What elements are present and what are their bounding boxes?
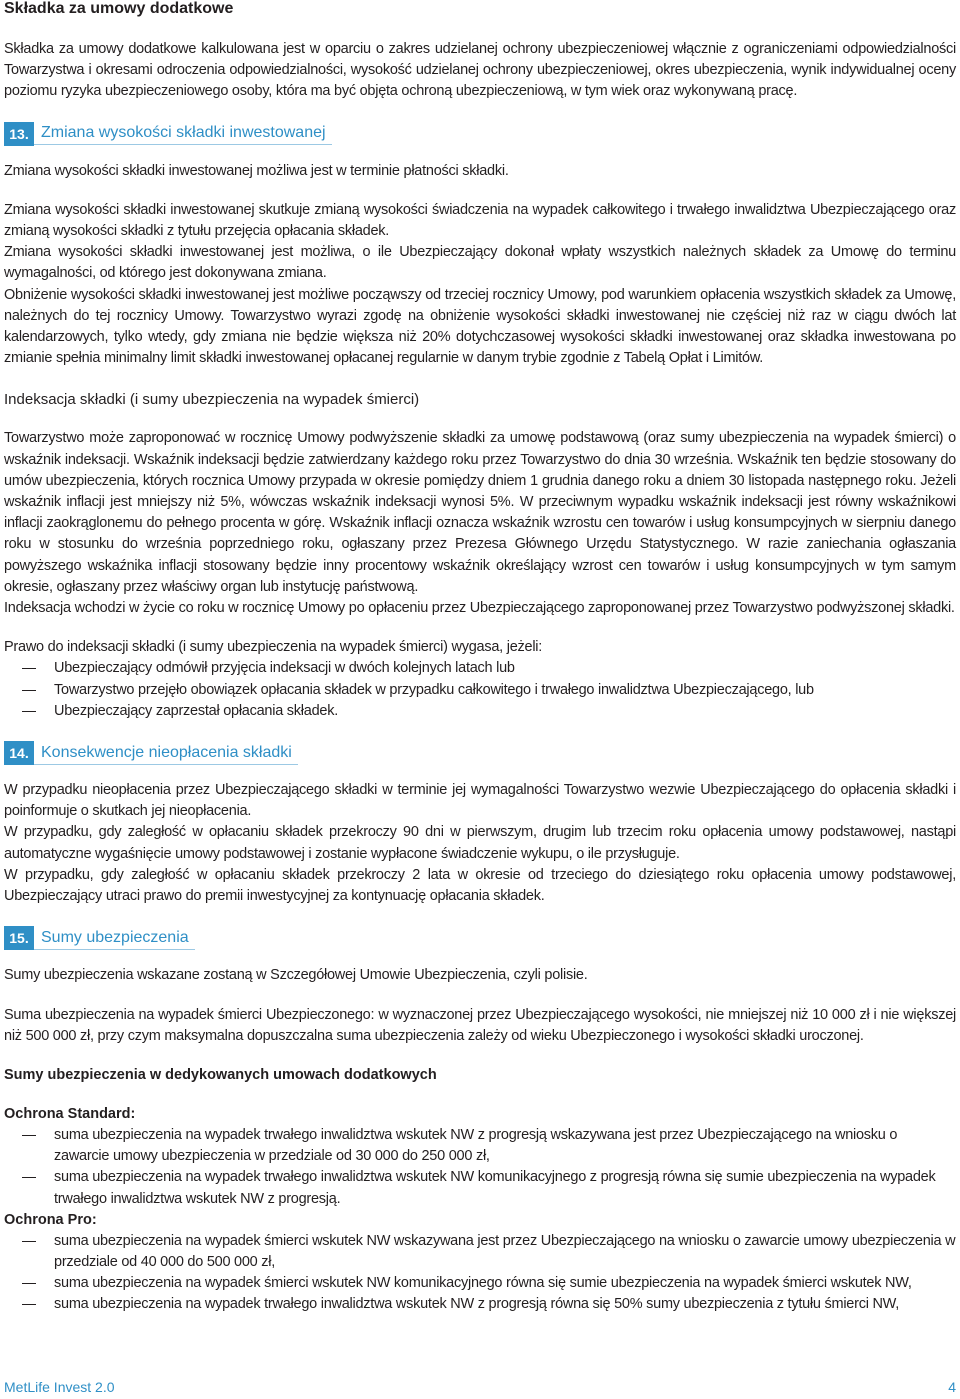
dash-icon [22,1135,36,1136]
s15-paragraph-1: Sumy ubezpieczenia wskazane zostaną w Szczegółowej Umowie Ubezpieczenia, czyli polisie. [4,967,588,984]
indexation-title: Indeksacja składki (i sumy ubezpieczenia na wypadek śmierci) [4,391,420,409]
s13-paragraph-2: Zmiana wysokości składki inwestowanej skutkuje zmianą wysokości świadczenia na wypadek całkowitego i trwałego inwalidztwa Ubezpieczającego oraz zmianą wysokości składki z tytułu przejęcia opłacania składek. [4,201,956,240]
standard-label: Ochrona Standard: [4,1105,136,1122]
dash-icon [22,668,36,669]
page-footer [4,1374,956,1399]
list-item: suma ubezpieczenia na wypadek śmierci wskutek NW komunikacyjnego równa się sumie ubezpieczenia na wypadek śmierci wskutek NW, [4,1273,956,1294]
indexation-paragraph-2: Indeksacja wchodzi w życie co roku w rocznicę Umowy po opłaceniu przez Ubezpieczającego zaproponowanej przez Towarzystwo podwyższonej składki. [4,600,955,617]
dash-icon [22,1241,36,1242]
document-page [4,0,956,1316]
section-number: 14. [4,741,34,765]
s14-paragraph-3: W przypadku, gdy zaległość w opłacaniu składek przekroczy 2 lata w okresie od trzeciego do dziesiątego roku opłacenia umowy podstawowej, Ubezpieczający utraci prawo do premii inwestycyjnej za kontynuację opłacania składek. [4,866,956,905]
s13-paragraph-4: Obniżenie wysokości składki inwestowanej jest możliwe począwszy od trzeciej rocznicy Umowy, pod warunkiem opłacenia wszystkich składek za Umowę, należnych do tej rocznicy Umowy. Towarzystwo wyrazi zgodę na obniżenie wysokości składki inwestowanej nie częściej niż raz w ciągu dwóch lat kalendarzowych, tylko wtedy, gdy zmiana nie będzie większa niż 20% dotychczasowej wysokości składki inwestowanej oraz składka inwestowana po zmianie spełnia minimalny limit składki inwestowanej opłacanej regularnie w danym trybie zgodnie z Tabelą Opłat i Limitów. [4,286,956,367]
page-number: 4 [948,1379,956,1395]
s15-paragraph-2: Suma ubezpieczenia na wypadek śmierci Ubezpieczonego: w wyznaczonej przez Ubezpieczającego wysokości, nie mniejszej niż 10 000 zł i nie większej niż 500 000 zł, przy czym maksymalna dopuszczalna suma ubezpieczenia zależy od wieku Ubezpieczonego i wysokości składki uroczonej. [4,1006,956,1044]
list-item: Ubezpieczający zaprzestał opłacania składek. [4,701,956,722]
indexation-paragraph-3: Prawo do indeksacji składki (i sumy ubezpieczenia na wypadek śmierci) wygasa, jeżeli: [4,639,543,656]
section-title: Zmiana wysokości składki inwestowanej [34,122,332,145]
section-14-header [4,740,956,766]
section-number: 13. [4,122,34,146]
section-title: Sumy ubezpieczenia [34,927,195,950]
pro-list [4,1231,956,1316]
top-heading: Składka za umowy dodatkowe [4,0,234,17]
section-15-header [4,925,956,951]
list-item: suma ubezpieczenia na wypadek trwałego inwalidztwa wskutek NW z progresją równa się 50% sumy ubezpieczenia z tytułu śmierci NW, [4,1294,956,1315]
dash-icon [22,1283,36,1284]
s13-paragraph-3: Zmiana wysokości składki inwestowanej jest możliwa, o ile Ubezpieczający dokonał wpłaty wszystkich należnych składek za Umowę do terminu wymagalności, od którego jest dokonywana zmiana. [4,244,956,282]
section-title: Konsekwencje nieopłacenia składki [34,742,298,765]
section-13-header [4,121,956,147]
standard-list [4,1125,956,1210]
list-item: suma ubezpieczenia na wypadek trwałego inwalidztwa wskutek NW z progresją wskazywana jest przez Ubezpieczającego na wniosku o zawarcie umowy ubezpieczenia w przedziale od 30 000 do 250 000 zł, [4,1125,956,1167]
list-item: Ubezpieczający odmówił przyjęcia indeksacji w dwóch kolejnych latach lub [4,658,956,679]
indexation-paragraph-1: Towarzystwo może zaproponować w rocznicę Umowy podwyższenie składki za umowę podstawową (oraz sumy ubezpieczenia na wypadek śmierci) o wskaźnik indeksacji. Wskaźnik indeksacji będzie zatwierdzany każdego roku przez Towarzystwo do dnia 30 września. Wskaźnik ten będzie stosowany do umów ubezpieczenia, których rocznica Umowy przypada w okresie pomiędzy dniem 1 grudnia danego roku a dniem 30 listopada następnego roku. Jeżeli wskaźnik inflacji jest mniejszy niż 5%, wówczas wskaźnik indeksacji wynosi 5%. W przeciwnym wypadku wskaźnik indeksacji jest równy wskaźnikowi inflacji zaokrąglonemu do pełnego procenta w górę. Wskaźnik inflacji oznacza wskaźnik wzrostu cen towarów i usług konsumpcyjnych w sierpniu danego roku w stosunku do września poprzedniego roku, ogłaszany przez Prezesa Głównego Urzędu Statystycznego. W razie zaniechania ogłaszania powyższego wskaźnika inflacji stosowany będzie inny procentowy wskaźnik określający wzrost cen towarów i usług konsumpcyjnych w tym samym okresie, ogłaszany przez właściwy organ lub instytucję państwową. [4,430,956,595]
dash-icon [22,1177,36,1178]
dash-icon [22,1304,36,1305]
indexation-list [4,658,956,722]
s13-paragraph-1: Zmiana wysokości składki inwestowanej możliwa jest w terminie płatności składki. [4,162,509,179]
intro-paragraph: Składka za umowy dodatkowe kalkulowana jest w oparciu o zakres udzielanej ochrony ubezpieczeniowej włącznie z ograniczeniami odpowiedzialności Towarzystwa i okresami odroczenia odpowiedzialności, wysokość udzielanej ochrony ubezpieczeniowej, okres ubezpieczenia, wynik indywidualnej oceny poziomu ryzyka ubezpieczeniowego osoby, która ma być objęta ochroną ubezpieczeniową, w tym wiek oraz wykonywaną pracę. [4,41,956,100]
footer-brand: MetLife Invest 2.0 [4,1379,115,1395]
s14-paragraph-1: W przypadku nieopłacenia przez Ubezpieczającego składki w terminie jej wymagalności Towarzystwo wezwie Ubezpieczającego do opłacenia składki i poinformuje o skutkach jej nieopłacenia. [4,782,956,820]
s15-bold-heading: Sumy ubezpieczenia w dedykowanych umowach dodatkowych [4,1066,437,1083]
list-item: Towarzystwo przejęło obowiązek opłacania składek w przypadku całkowitego i trwałego inwalidztwa Ubezpieczającego, lub [4,680,956,701]
dash-icon [22,690,36,691]
pro-label: Ochrona Pro: [4,1211,97,1228]
list-item: suma ubezpieczenia na wypadek trwałego inwalidztwa wskutek NW komunikacyjnego z progresją równa się sumie ubezpieczenia na wypadek trwałego inwalidztwa wskutek NW z progresją. [4,1167,956,1209]
s14-paragraph-2: W przypadku, gdy zaległość w opłacaniu składek przekroczy 90 dni w pierwszym, drugim lub trzecim roku opłacenia umowy podstawowej, nastąpi automatyczne wygaśnięcie umowy podstawowej i zostanie wypłacone świadczenie wykupu, o ile przysługuje. [4,824,956,862]
dash-icon [22,711,36,712]
section-number: 15. [4,926,34,950]
list-item: suma ubezpieczenia na wypadek śmierci wskutek NW wskazywana jest przez Ubezpieczającego na wniosku o zawarcie umowy ubezpieczenia w przedziale od 40 000 do 500 000 zł, [4,1231,956,1273]
